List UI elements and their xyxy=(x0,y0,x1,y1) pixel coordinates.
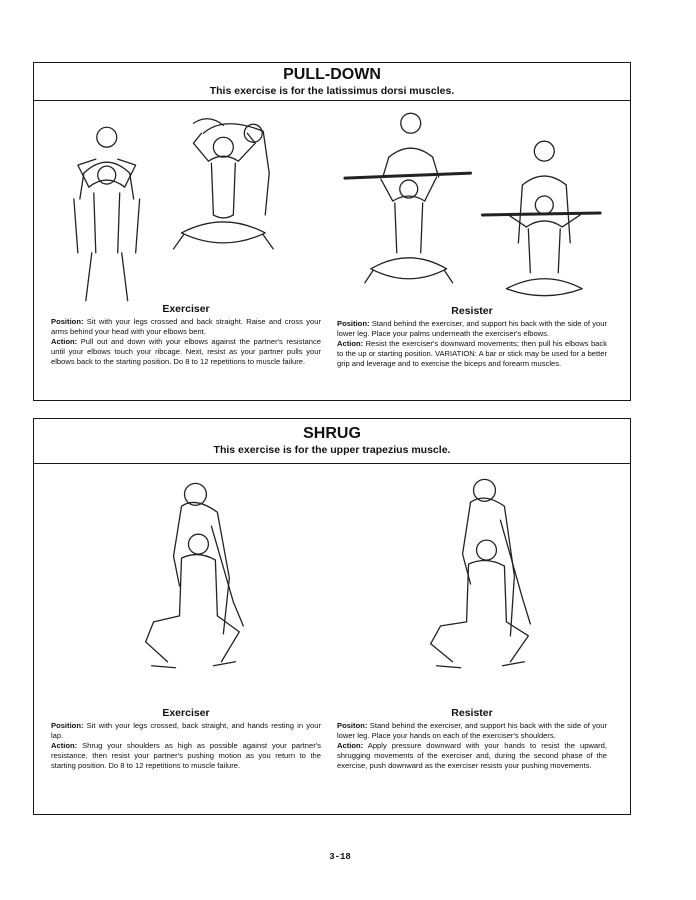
action-text: Pull out and down with your elbows against the partner's resistance until your elbows touch your ribcage. Next, resist as your partner pulls your elbows back to the starting position. Do 8 to 12 repetitions to muscle failure. xyxy=(51,337,321,367)
pulldown-exerciser-section xyxy=(51,303,321,367)
action-label: Action: xyxy=(51,741,78,751)
page-number: 3-18 xyxy=(329,852,351,862)
action-label: Action: xyxy=(51,337,78,347)
position-label: Position: xyxy=(51,317,84,326)
pulldown-illustrations xyxy=(34,103,630,303)
pulldown-resister-position xyxy=(337,319,607,339)
shrug-resister-action xyxy=(337,741,607,771)
shrug-resister-section xyxy=(337,707,607,771)
shrug-resister-heading: Resister xyxy=(451,707,493,719)
action-label: Action: xyxy=(337,741,364,751)
shrug-figure-start xyxy=(146,483,244,667)
position-text: Sit with your legs crossed and back straight. Raise and cross your arms behind your head with your elbows bent. xyxy=(51,317,321,337)
pulldown-figure-bar-up xyxy=(345,113,471,282)
position-text: Stand behind the exerciser, and support his back with the side of your lower leg. Place your hands on each of the exerciser's shoulders. xyxy=(337,721,607,741)
pulldown-title: PULL-DOWN xyxy=(283,66,381,83)
pulldown-figure-bar-down xyxy=(482,141,600,295)
pulldown-exerciser-position xyxy=(51,317,321,337)
action-text: Apply pressure downward with your hands to resist the upward, shrugging movements of the exerciser and, during the second phase of the exercise, push downward as the exerciser resists your pushing movements. xyxy=(337,741,607,771)
shrug-header xyxy=(34,419,630,464)
pulldown-exerciser-heading: Exerciser xyxy=(162,303,210,315)
shrug-resister-position xyxy=(337,721,607,741)
shrug-title: SHRUG xyxy=(303,425,361,442)
action-text: Resist the exerciser's downward movements; then pull his elbows back to the up or starting position. VARIATION: A bar or stick may be used for a better grip and leverage and to exercise the biceps and forearm muscles. xyxy=(337,339,607,369)
pulldown-exerciser-action xyxy=(51,337,321,367)
shrug-exerciser-section xyxy=(51,707,321,771)
pulldown-figure-front-view xyxy=(74,127,140,300)
action-text: Shrug your shoulders as high as possible against your partner's resistance, then resist your partner's pushing motion as you return to the starting position. Do 8 to 12 repetitions to muscle failure. xyxy=(51,741,321,771)
position-text: Stand behind the exerciser, and support his back with the side of your lower leg. Place your palms underneath the exerciser's elbows. xyxy=(337,319,607,339)
pulldown-header xyxy=(34,63,630,101)
shrug-panel xyxy=(33,418,631,815)
pulldown-panel xyxy=(33,62,631,401)
action-label: Action: xyxy=(337,339,364,349)
shrug-subtitle: This exercise is for the upper trapezius muscle. xyxy=(213,444,451,456)
shrug-figure-press xyxy=(431,479,531,667)
pulldown-subtitle: This exercise is for the latissimus dorsi muscles. xyxy=(209,85,455,97)
shrug-exerciser-action xyxy=(51,741,321,771)
position-label: Positon: xyxy=(337,721,368,730)
position-label: Position: xyxy=(337,319,370,328)
pulldown-figure-seated xyxy=(174,119,274,249)
shrug-illustrations xyxy=(34,466,630,706)
pulldown-resister-action xyxy=(337,339,607,369)
shrug-exerciser-position xyxy=(51,721,321,741)
pulldown-resister-heading: Resister xyxy=(451,305,493,317)
position-text: Sit with your legs crossed, back straight, and hands resting in your lap. xyxy=(51,721,321,741)
pulldown-resister-section xyxy=(337,305,607,369)
shrug-exerciser-heading: Exerciser xyxy=(162,707,210,719)
position-label: Position: xyxy=(51,721,84,730)
